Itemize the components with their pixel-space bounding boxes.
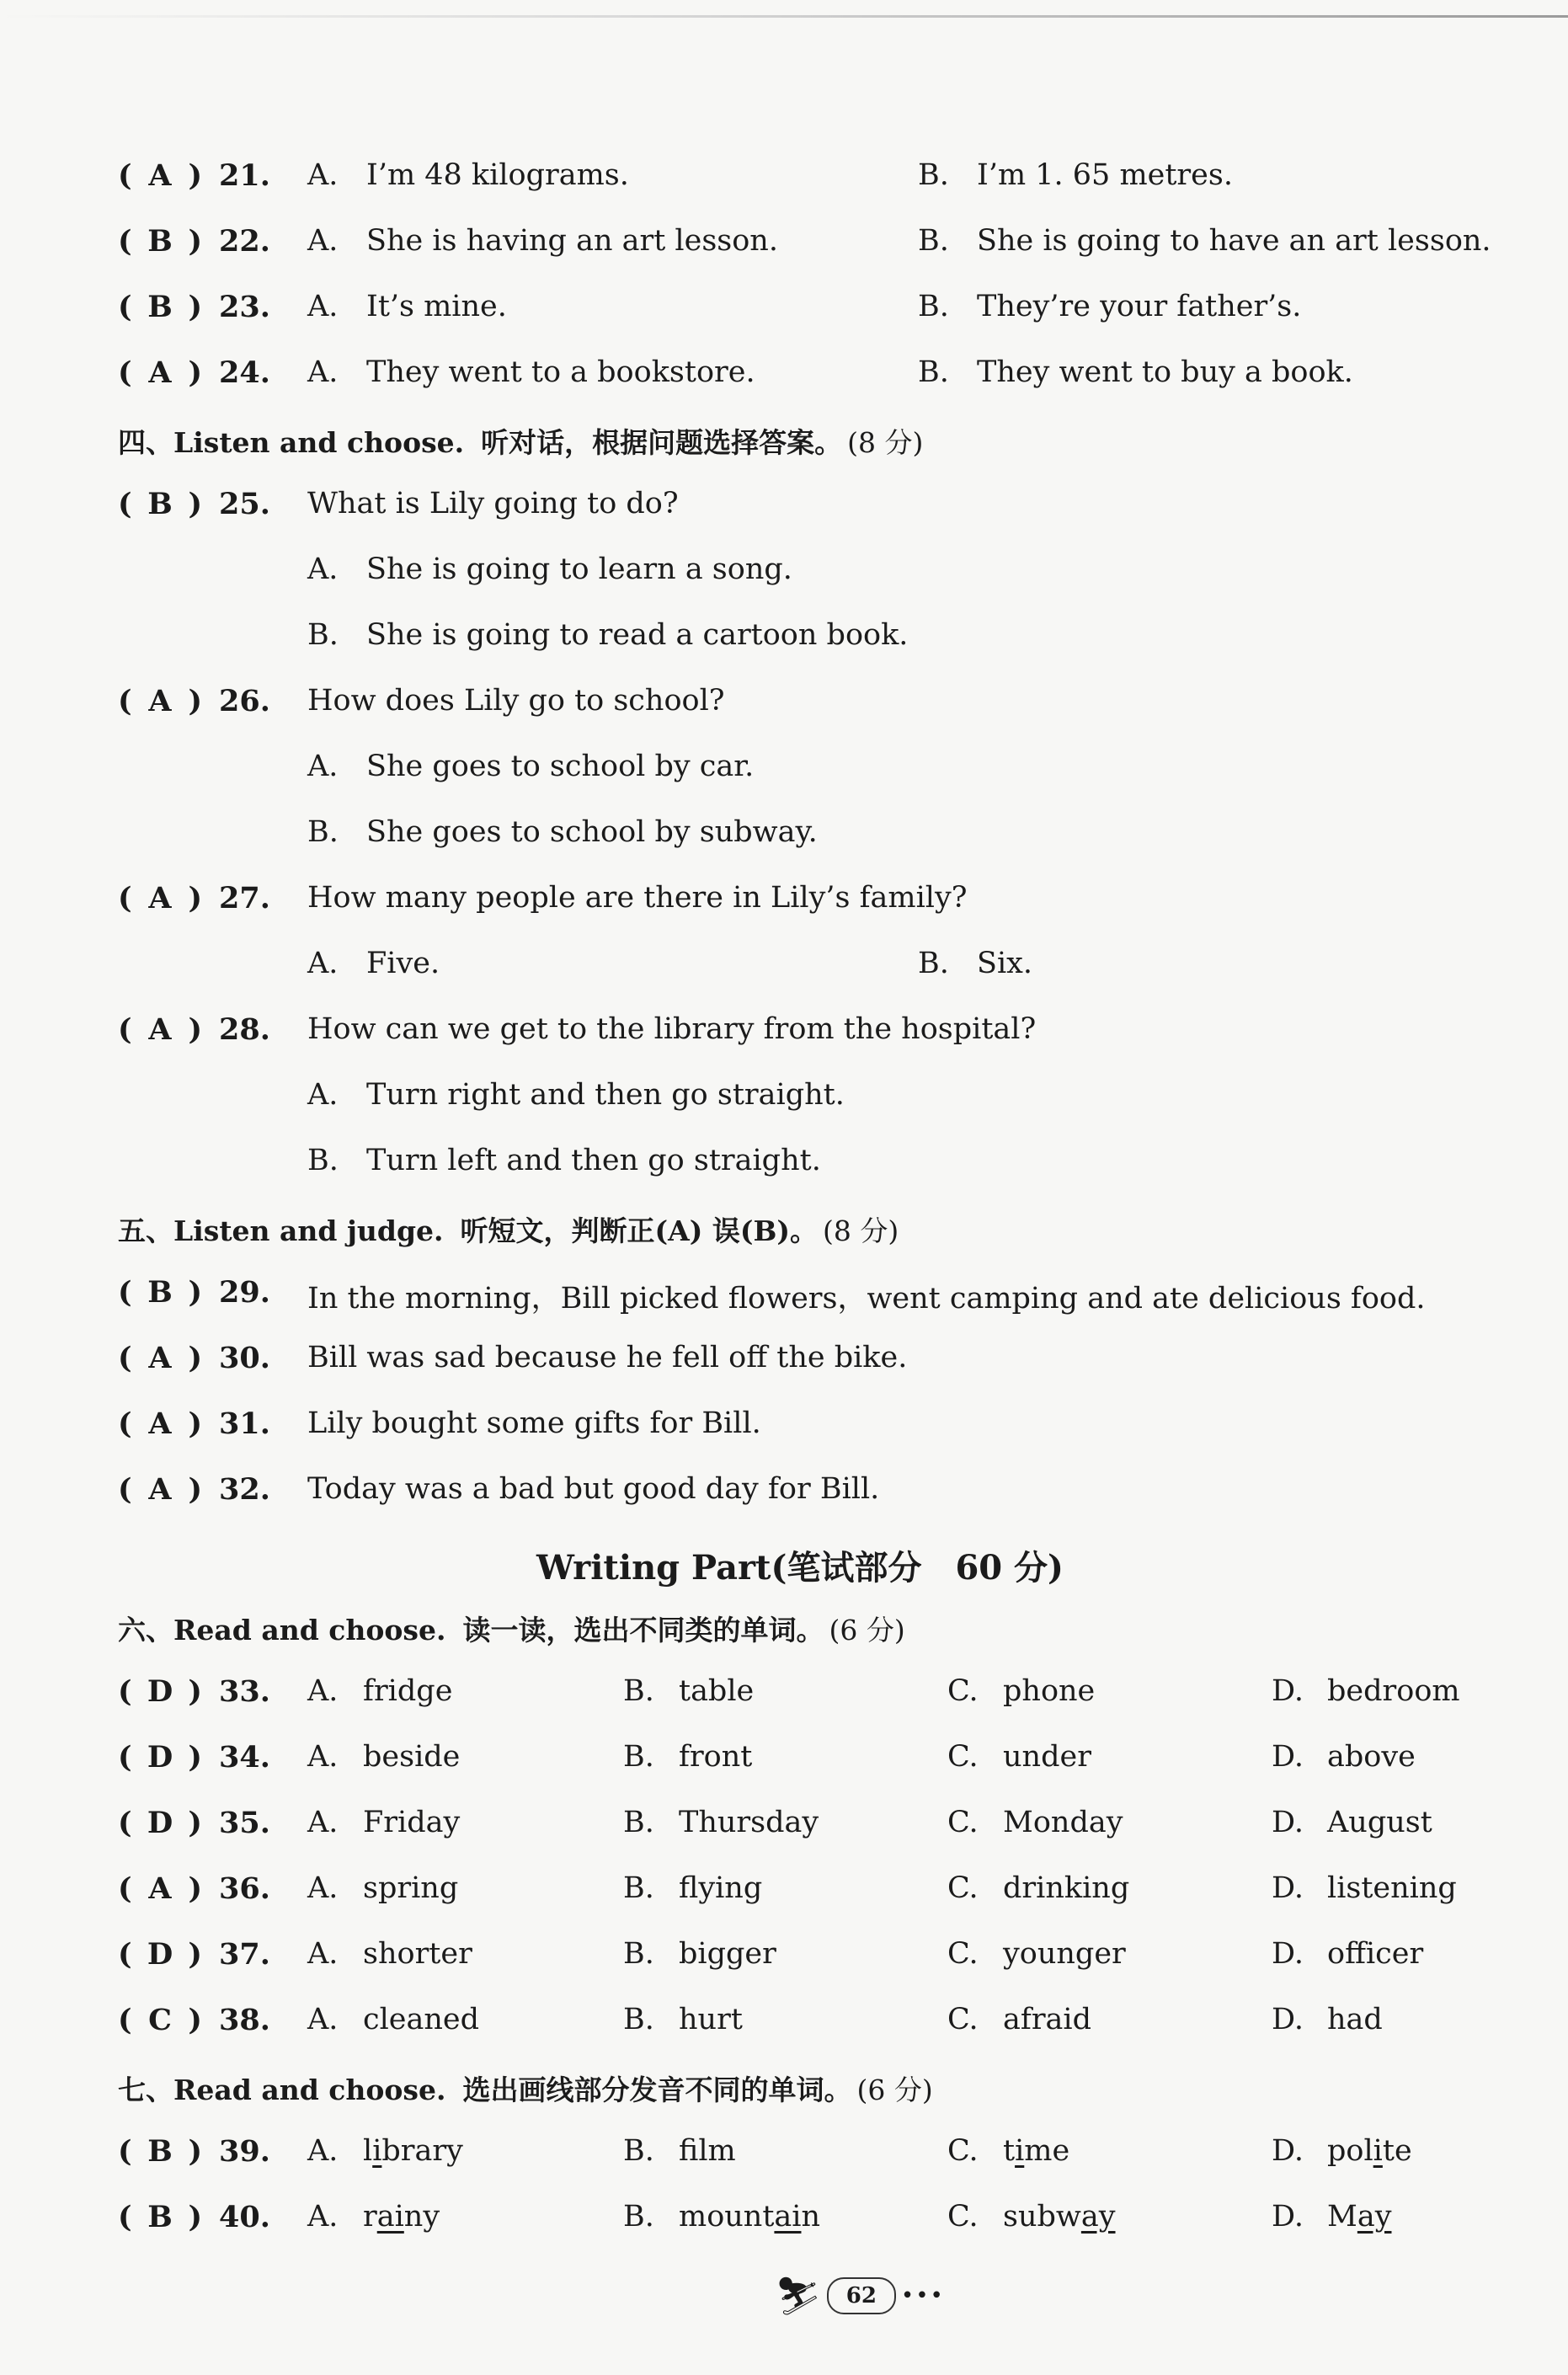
question-36: [118, 1871, 1482, 1937]
option-b: B. She is going to have an art lesson.: [918, 224, 1491, 258]
statement-text: Today was a bad but good day for Bill.: [307, 1472, 880, 1506]
option-b: B. mountain: [623, 2200, 821, 2234]
answer-bracket: ( A ): [118, 684, 202, 718]
option-d: D. officer: [1272, 1937, 1424, 1971]
option-a: A. shorter: [307, 1937, 472, 1971]
question-number: 38.: [219, 2003, 270, 2037]
option-c: C. afraid: [947, 2003, 1092, 2036]
answer-bracket: ( D ): [118, 1674, 202, 1709]
answer-bracket: ( D ): [118, 1740, 202, 1775]
option-c: C. time: [947, 2134, 1070, 2168]
answer-bracket: ( A ): [118, 355, 202, 390]
answer-bracket: ( A ): [118, 1406, 202, 1441]
option-a: A. Five.: [307, 947, 440, 980]
worksheet: [118, 158, 1491, 2266]
question-number: 40.: [219, 2200, 270, 2234]
question-33: [118, 1674, 1482, 1740]
question-number: 29.: [219, 1275, 270, 1310]
question-number: 26.: [219, 684, 270, 718]
section-5-heading: 五、Listen and judge. 听短文，判断正(A) 误(B)。 (8 分): [118, 1214, 899, 1247]
option-b: B. flying: [623, 1871, 763, 1905]
option-a: A. library: [307, 2134, 463, 2168]
question-number: 23.: [219, 290, 270, 324]
section-4-heading: 四、Listen and choose. 听对话，根据问题选择答案。 (8 分): [118, 426, 924, 459]
option-b: B. She goes to school by subway.: [307, 815, 818, 849]
option-a: A. rainy: [307, 2200, 440, 2234]
statement-text: Bill was sad because he fell off the bike.: [307, 1341, 908, 1374]
question-number: 32.: [219, 1472, 270, 1507]
option-b: B. bigger: [623, 1937, 776, 1971]
question-number: 30.: [219, 1341, 270, 1375]
option-b: B. Six.: [918, 947, 1033, 980]
option-b: B. Turn left and then go straight.: [307, 1144, 821, 1177]
answer-bracket: ( B ): [118, 290, 202, 324]
option-a: A. I’m 48 kilograms.: [307, 158, 629, 192]
option-d: D. May: [1272, 2200, 1392, 2234]
question-22: [118, 224, 1491, 290]
option-b: B. I’m 1. 65 metres.: [918, 158, 1233, 192]
answer-bracket: ( A ): [118, 1341, 202, 1375]
answer-bracket: ( A ): [118, 158, 202, 193]
question-number: 36.: [219, 1871, 270, 1906]
writing-part-title: Writing Part(笔试部分 60 分): [536, 1548, 1064, 1588]
answer-bracket: ( A ): [118, 1012, 202, 1047]
option-c: C. subway: [947, 2200, 1116, 2234]
runner-icon: ⛷: [775, 2275, 822, 2318]
option-a: A. She goes to school by car.: [307, 750, 755, 783]
answer-bracket: ( B ): [118, 2134, 202, 2169]
option-a: A. They went to a bookstore.: [307, 355, 755, 389]
option-d: D. August: [1272, 1806, 1432, 1839]
question-38: [118, 2003, 1482, 2068]
option-a: A. fridge: [307, 1674, 453, 1708]
question-32: [118, 1472, 1482, 1538]
option-a: A. It’s mine.: [307, 290, 507, 323]
option-a: A. spring: [307, 1871, 459, 1905]
answer-bracket: ( B ): [118, 487, 202, 521]
answer-bracket: ( B ): [118, 2200, 202, 2234]
option-d: D. listening: [1272, 1871, 1457, 1905]
question-30: [118, 1341, 1482, 1406]
question-number: 27.: [219, 881, 270, 915]
options-27: [118, 947, 1482, 1012]
question-29: [118, 1275, 1482, 1341]
question-number: 21.: [219, 158, 270, 193]
question-number: 33.: [219, 1674, 270, 1709]
question-26: [118, 684, 1482, 750]
top-rule: [0, 15, 1568, 18]
option-b: B. front: [623, 1740, 753, 1774]
option-a: A. She is going to learn a song.: [307, 552, 792, 586]
option-b: B. hurt: [623, 2003, 743, 2036]
option-b: B. They’re your father’s.: [918, 290, 1302, 323]
question-number: 25.: [219, 487, 270, 521]
option-a: A. Friday: [307, 1806, 461, 1839]
question-text: How many people are there in Lily’s family?: [307, 881, 968, 915]
option-c: C. under: [947, 1740, 1091, 1774]
answer-bracket: ( B ): [118, 1275, 202, 1310]
question-21: [118, 158, 1482, 224]
option-a: A. She is having an art lesson.: [307, 224, 778, 258]
statement-text: Lily bought some gifts for Bill.: [307, 1406, 761, 1440]
option-b: B. She is going to read a cartoon book.: [307, 618, 909, 652]
question-text: How does Lily go to school?: [307, 684, 725, 718]
question-35: [118, 1806, 1482, 1871]
question-number: 22.: [219, 224, 270, 259]
option-c: C. phone: [947, 1674, 1096, 1708]
option-d: D. above: [1272, 1740, 1416, 1774]
question-number: 39.: [219, 2134, 270, 2169]
dots-icon: •••: [900, 2283, 945, 2308]
option-a: A. cleaned: [307, 2003, 480, 2036]
option-d: D. bedroom: [1272, 1674, 1460, 1708]
answer-bracket: ( A ): [118, 1871, 202, 1906]
answer-bracket: ( D ): [118, 1806, 202, 1840]
option-c: C. younger: [947, 1937, 1126, 1971]
option-c: C. drinking: [947, 1871, 1130, 1905]
statement-text: In the morning，Bill picked flowers，went camping and ate delicious food.: [307, 1282, 1426, 1316]
option-c: C. Monday: [947, 1806, 1123, 1839]
question-number: 28.: [219, 1012, 270, 1047]
question-27: [118, 881, 1482, 947]
page-footer: [775, 2274, 945, 2318]
section-7-heading: 七、Read and choose. 选出画线部分发音不同的单词。 (6 分): [118, 2073, 933, 2106]
question-25: [118, 487, 1482, 552]
section-6-heading: 六、Read and choose. 读一读，选出不同类的单词。 (6 分): [118, 1614, 905, 1646]
question-text: What is Lily going to do?: [307, 487, 679, 520]
question-number: 24.: [219, 355, 270, 390]
question-text: How can we get to the library from the hospital?: [307, 1012, 1037, 1046]
question-number: 34.: [219, 1740, 270, 1775]
page-number: 62: [827, 2277, 896, 2314]
option-b: B. Thursday: [623, 1806, 819, 1839]
question-34: [118, 1740, 1482, 1806]
question-23: [118, 290, 1482, 355]
question-39: [118, 2134, 1482, 2200]
question-40: [118, 2200, 1482, 2266]
option-a: A. Turn right and then go straight.: [307, 1078, 845, 1112]
answer-bracket: ( A ): [118, 881, 202, 915]
option-b: B. table: [623, 1674, 755, 1708]
option-d: D. had: [1272, 2003, 1383, 2036]
answer-bracket: ( D ): [118, 1937, 202, 1972]
question-number: 37.: [219, 1937, 270, 1972]
question-37: [118, 1937, 1482, 2003]
option-a: A. beside: [307, 1740, 461, 1774]
question-24: [118, 355, 1482, 421]
question-28: [118, 1012, 1482, 1078]
question-31: [118, 1406, 1482, 1472]
answer-bracket: ( C ): [118, 2003, 202, 2037]
answer-bracket: ( A ): [118, 1472, 202, 1507]
answer-bracket: ( B ): [118, 224, 202, 259]
option-d: D. polite: [1272, 2134, 1412, 2168]
question-number: 31.: [219, 1406, 270, 1441]
question-number: 35.: [219, 1806, 270, 1840]
option-b: B. flm: [623, 2134, 736, 2168]
option-b: B. They went to buy a book.: [918, 355, 1353, 389]
